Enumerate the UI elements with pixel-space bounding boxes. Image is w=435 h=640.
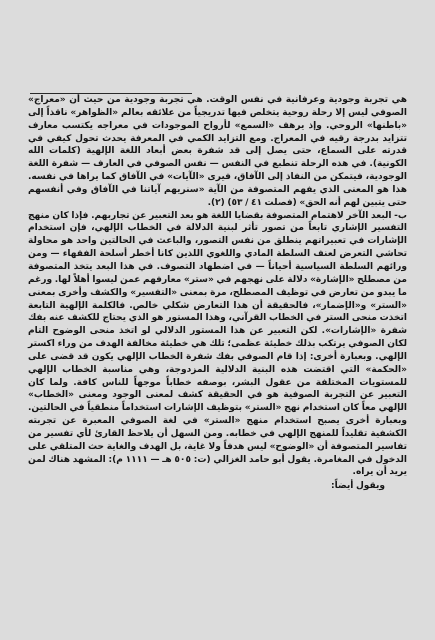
paragraph-expression-dimension: ب- البعد الآخر لاهتمام المتصوفة بقضايا اللغة هو بعد التعبير عن تجاربهم. فإذا كان منهج التفسير الإشاري تابعاً من تصور تأثر لبنية الدلالة في الخطاب الإلهي، فإن استخدام الإشارات في تعبيراتهم ينطلق من نفس التصور، والباعث في الحالتين واحد هو محاولة تحاشي التعرض لعنف السلطة المادي واللغوي اللذين كانا أخطر أسلحة الفقهاء — ومن ورائهم السلطة السياسية أحياناً — في اضطهاد التصوف. في هذا البعد يتخذ المتصوفة من مصطلح «الإشارة» دلالة على نهجهم في «ستر» معارفهم عمن ليسوا أهلاً لها. ورغم ما يبدو من تعارض في توظيف المصطلح، مرة بمعنى «التفسير» والكشف وأخرى بمعنى «الستر» و«الإضمار»، فالحقيقة أن هذا التعارض شكلي خالص. فالكلمة الإلهية التابعة اتخذت منحى الستر في الخطاب القرآني، وهذا المستور هو الذي يحتاج للكشف عنه بفك شفرة «الإشارات». لكن التعبير عن هذا المستور الدلالي لو اتخذ منحى الوضوح التام لكان الصوفي يرتكب بذلك خطيئة عظمى؛ تلك هي خطيئة مخالفة الهدف من وراء اكستر الإلهي. وبعبارة أخرى: إذا قام الصوفي بفك شفرة الخطاب الإلهي يكون قد قضى على «الحكمة» التي اقتضت هذه البنية الدلالية المزدوجة، وهي مناسبة الخطاب الإلهي للمستويات المختلفة من عقول البشر، بوصفه خطاباً موجهاً للناس كافة. ولما كان التعبير عن التجربة الصوفية هو في الحقيقة كشف لمعنى الوجود ومعنى «الخطاب» الإلهي معاً كان استخدام نهج «الستر» بتوظيف الإشارات استخداماً منطقياً في الحالتين. وبعبارة أخرى يصبح استخدام منهج «الستر» في لغة الصوفي المعبرة عن تجربته الكشفية تقليداً للمنهج الإلهي في خطابه. ومن السهل أن يلاحظ القارئ لأي تفسير من تفاسير المتصوفة أن «الوضوح» ليس هدفاً ولا غاية، بل الهدف والغاية حث المتلقي على الدخول في المغامرة. يقول أبو حامد الغزالي (ت: ٥٠٥ هـ — ١١١١ م): المشهد هناك لمن يريد أن يراه. xyxy=(28,210,408,478)
top-divider-rule xyxy=(30,93,192,94)
paragraph-ontological-experience: هي تجربة وجودية وعرفانية في نفس الوقت. هي تجربة وجودية من حيث أن «معراج» الصوفي ليس إلا رحلة روحية يتخلص فيها تدريجياً من علائقه بعالم «الظواهر» ناقذاً إلى «باطنها» الروحي. وإذ يرهف «السمع» لأرواح الموجودات في معراجه يكتسب معارف تتزايد بدرجة رقيه في المعراج. ومع التزايد الكمي في المعرفة يحدث تحول كيفي في قدرته على السماع، حتى يصل إلى قد شفرة بعض أبعاد اللغة الإلهية (كلمات الله الكونية). في هذه الرحلة تنطبع في النفس — نفس الصوفي في العارف — شفرة اللغة الوجودية، فيتمكن من النفاذ إلى الآفاق، فيرى «الآيات» في الآفاق كما يراها في نفسه. هذا هو المعنى الذي يفهم المتصوفة من الآية «سنريهم آياتنا في الآفاق وفي أنفسهم حتى يتبين لهم أنه الحق» (فصلت ٤١ / ٥٣) (٢). xyxy=(28,95,407,208)
paragraph-closing-line: ويقول أيضاً: xyxy=(330,481,385,492)
body-text xyxy=(28,94,407,493)
